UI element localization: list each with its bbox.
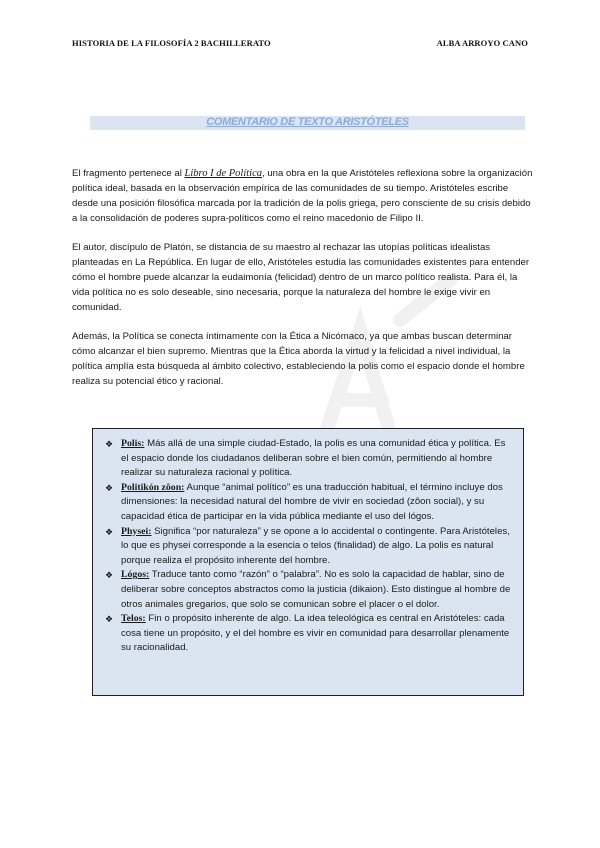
glossary-item-physei <box>103 525 513 569</box>
paragraph-1 <box>72 166 534 226</box>
header-author: ALBA ARROYO CANO <box>436 38 528 48</box>
glossary-definition: Fin o propósito inherente de algo. La idea teleológica es central en Aristóteles: cada cosa tiene un propósito, y el del hombre es vivir en comunidad para desarrollar plenamente su racionalidad. <box>121 613 510 654</box>
glossary-definition: Más allá de una simple ciudad-Estado, la polis es una comunidad ética y política. Es el espacio donde los ciudadanos deliberan sobre el bien común, permitiendo al hombre realizar su naturaleza racional y política. <box>121 438 506 479</box>
commentary-body <box>72 166 534 403</box>
glossary-definition: Significa “por naturaleza” y se opone a lo accidental o contingente. Para Aristóteles, lo que es physei corresponde a la esencia o telos (finalidad) de algo. La polis es natural porque realiza el propósito inherente del hombre. <box>121 525 510 566</box>
diamond-bullet-icon: ❖ <box>105 439 114 449</box>
paragraph-3: Además, la Política se conecta íntimamente con la Ética a Nicómaco, ya que ambas buscan determinar cómo alcanzar el bien supremo. Mientras que la Ética aborda la virtud y la felicidad a nivel individual, la política amplía esta búsqueda al ámbito colectivo, estableciendo la polis como el espacio donde el hombre realiza su potencial ético y racional. <box>72 331 525 387</box>
paragraph-2: El autor, discípulo de Platón, se distancia de su maestro al rechazar las utopías políticas idealistas planteadas en La República. En lugar de ello, Aristóteles estudia las comunidades existentes para entender cómo el hombre puede alcanzar la eudaimonía (felicidad) dentro de un marco político realista. Para él, la vida política no es solo deseable, sino necesaria, porque la naturaleza del hombre le exige vivir en comunidad. <box>72 242 530 313</box>
glossary-term: Physei: <box>121 525 152 537</box>
glossary-term: Polis: <box>121 438 145 449</box>
glossary-definition: Traduce tanto como “razón” o “palabra”. No es solo la capacidad de hablar, sino de deliberar sobre conceptos abstractos como la justicia (dikaion). Esto distingue al hombre de otros animales gregarios, que solo se comunican sobre el placer o el dolor. <box>121 569 511 610</box>
paragraph-1-rest: , una obra en la que Aristóteles reflexiona sobre la organización política ideal, basada en la observación empírica de las comunidades de su tiempo. Aristóteles escribe desde una posición filosófica marcada por la tradición de la polis griega, pero consciente de su crisis debido a la consolidación de poderes supra-políticos como el reino macedonio de Filipo II. <box>72 168 533 224</box>
diamond-bullet-icon: ❖ <box>105 526 114 537</box>
diamond-bullet-icon: ❖ <box>105 482 114 493</box>
glossary-term: Politikón zôon: <box>121 481 185 493</box>
page-header <box>72 38 528 48</box>
diamond-bullet-icon: ❖ <box>105 570 114 581</box>
glossary-item-logos <box>103 568 513 612</box>
page-title: COMENTARIO DE TEXTO ARISTÓTELES <box>206 116 409 128</box>
glossary-term: Lógos: <box>121 569 150 581</box>
glossary-box <box>92 428 524 696</box>
book-reference: Libro I de Política <box>184 168 263 179</box>
glossary-item-politikon-zoon <box>103 481 513 525</box>
header-course: HISTORIA DE LA FILOSOFÍA 2 BACHILLERATO <box>72 38 271 48</box>
glossary-item-telos <box>103 612 513 656</box>
paragraph-1-intro: El fragmento pertenece al <box>72 168 185 179</box>
glossary-term: Telos: <box>121 613 146 625</box>
glossary-list <box>103 437 513 656</box>
glossary-item-polis <box>103 437 513 481</box>
glossary-definition: Aunque “animal político” es una traducción habitual, el término incluye dos dimensiones: la necesidad natural del hombre de vivir en sociedad (zôon social), y su capacidad ética de participar en la vida pública mediante el uso del lógos. <box>121 481 503 522</box>
diamond-bullet-icon: ❖ <box>105 614 114 625</box>
